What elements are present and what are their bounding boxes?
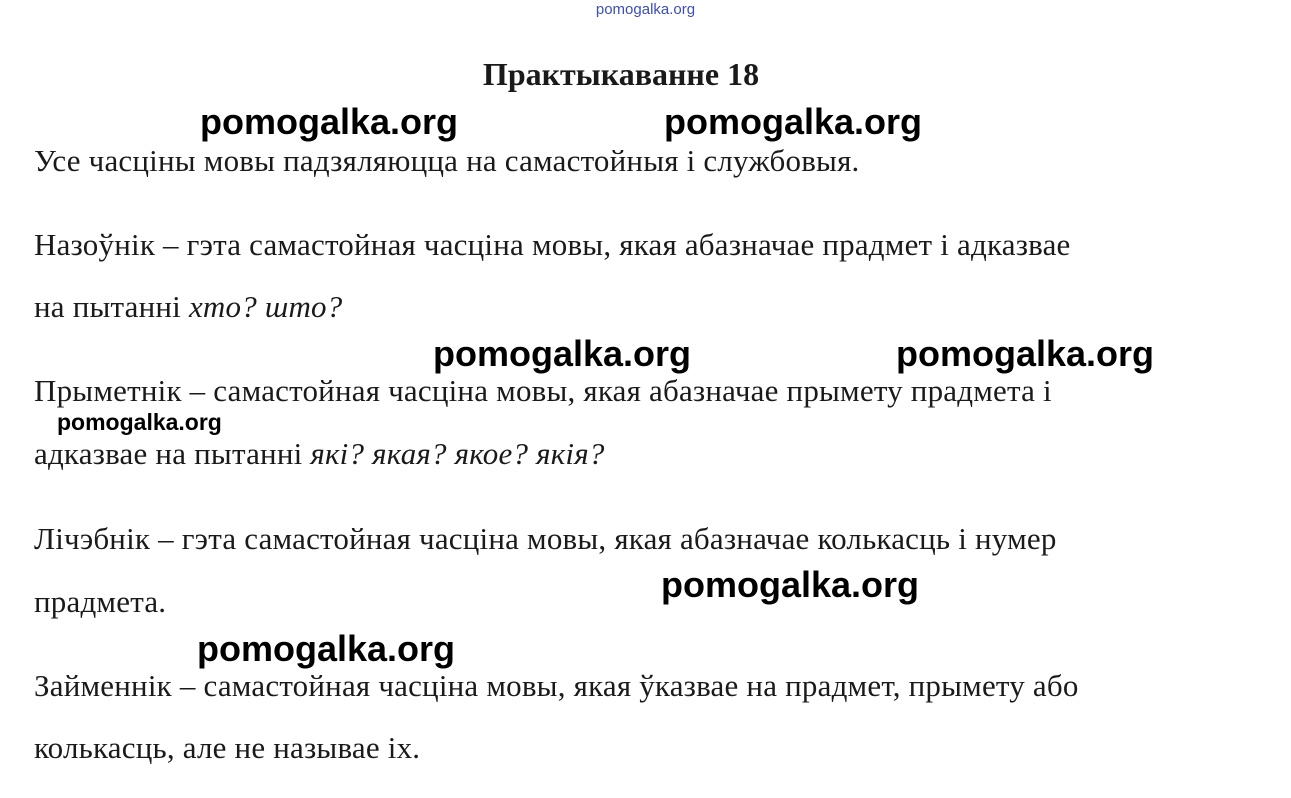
noun-definition-prefix: на пытанні bbox=[34, 289, 189, 324]
watermark: pomogalka.org bbox=[200, 101, 459, 142]
numeral-definition-line2: прадмета. bbox=[34, 584, 167, 619]
site-link[interactable]: pomogalka.org bbox=[595, 1, 696, 18]
adjective-definition-line1: Прыметнік – самастойная часціна мовы, якая абазначае прымету прадмета і bbox=[34, 373, 1052, 408]
pronoun-definition-line1: Займеннік – самастойная часціна мовы, якая ўказвае на прадмет, прымету або bbox=[34, 668, 1079, 703]
adjective-definition-prefix: адказвае на пытанні bbox=[34, 436, 311, 471]
noun-definition-line2 bbox=[34, 289, 342, 325]
pronoun-definition-line2: колькасць, але не называе іх. bbox=[34, 730, 421, 765]
page-title: Практыкаванне 18 bbox=[482, 56, 760, 92]
watermark: pomogalka.org bbox=[664, 101, 923, 142]
adjective-questions: які? якая? якое? якія? bbox=[310, 436, 605, 471]
watermark: pomogalka.org bbox=[896, 333, 1155, 374]
numeral-definition-line1: Лічэбнік – гэта самастойная часціна мовы, якая абазначае колькасць і нумер bbox=[34, 521, 1057, 556]
intro-text: Усе часціны мовы падзяляюцца на самастойныя і службовыя. bbox=[34, 143, 860, 178]
noun-definition-line1: Назоўнік – гэта самастойная часціна мовы, якая абазначае прадмет і адказвае bbox=[34, 227, 1071, 262]
watermark: pomogalka.org bbox=[433, 333, 692, 374]
adjective-definition-line2 bbox=[34, 436, 605, 472]
watermark: pomogalka.org bbox=[57, 409, 222, 435]
watermark: pomogalka.org bbox=[197, 628, 456, 669]
noun-questions: хто? што? bbox=[188, 289, 343, 324]
watermark: pomogalka.org bbox=[661, 564, 920, 605]
